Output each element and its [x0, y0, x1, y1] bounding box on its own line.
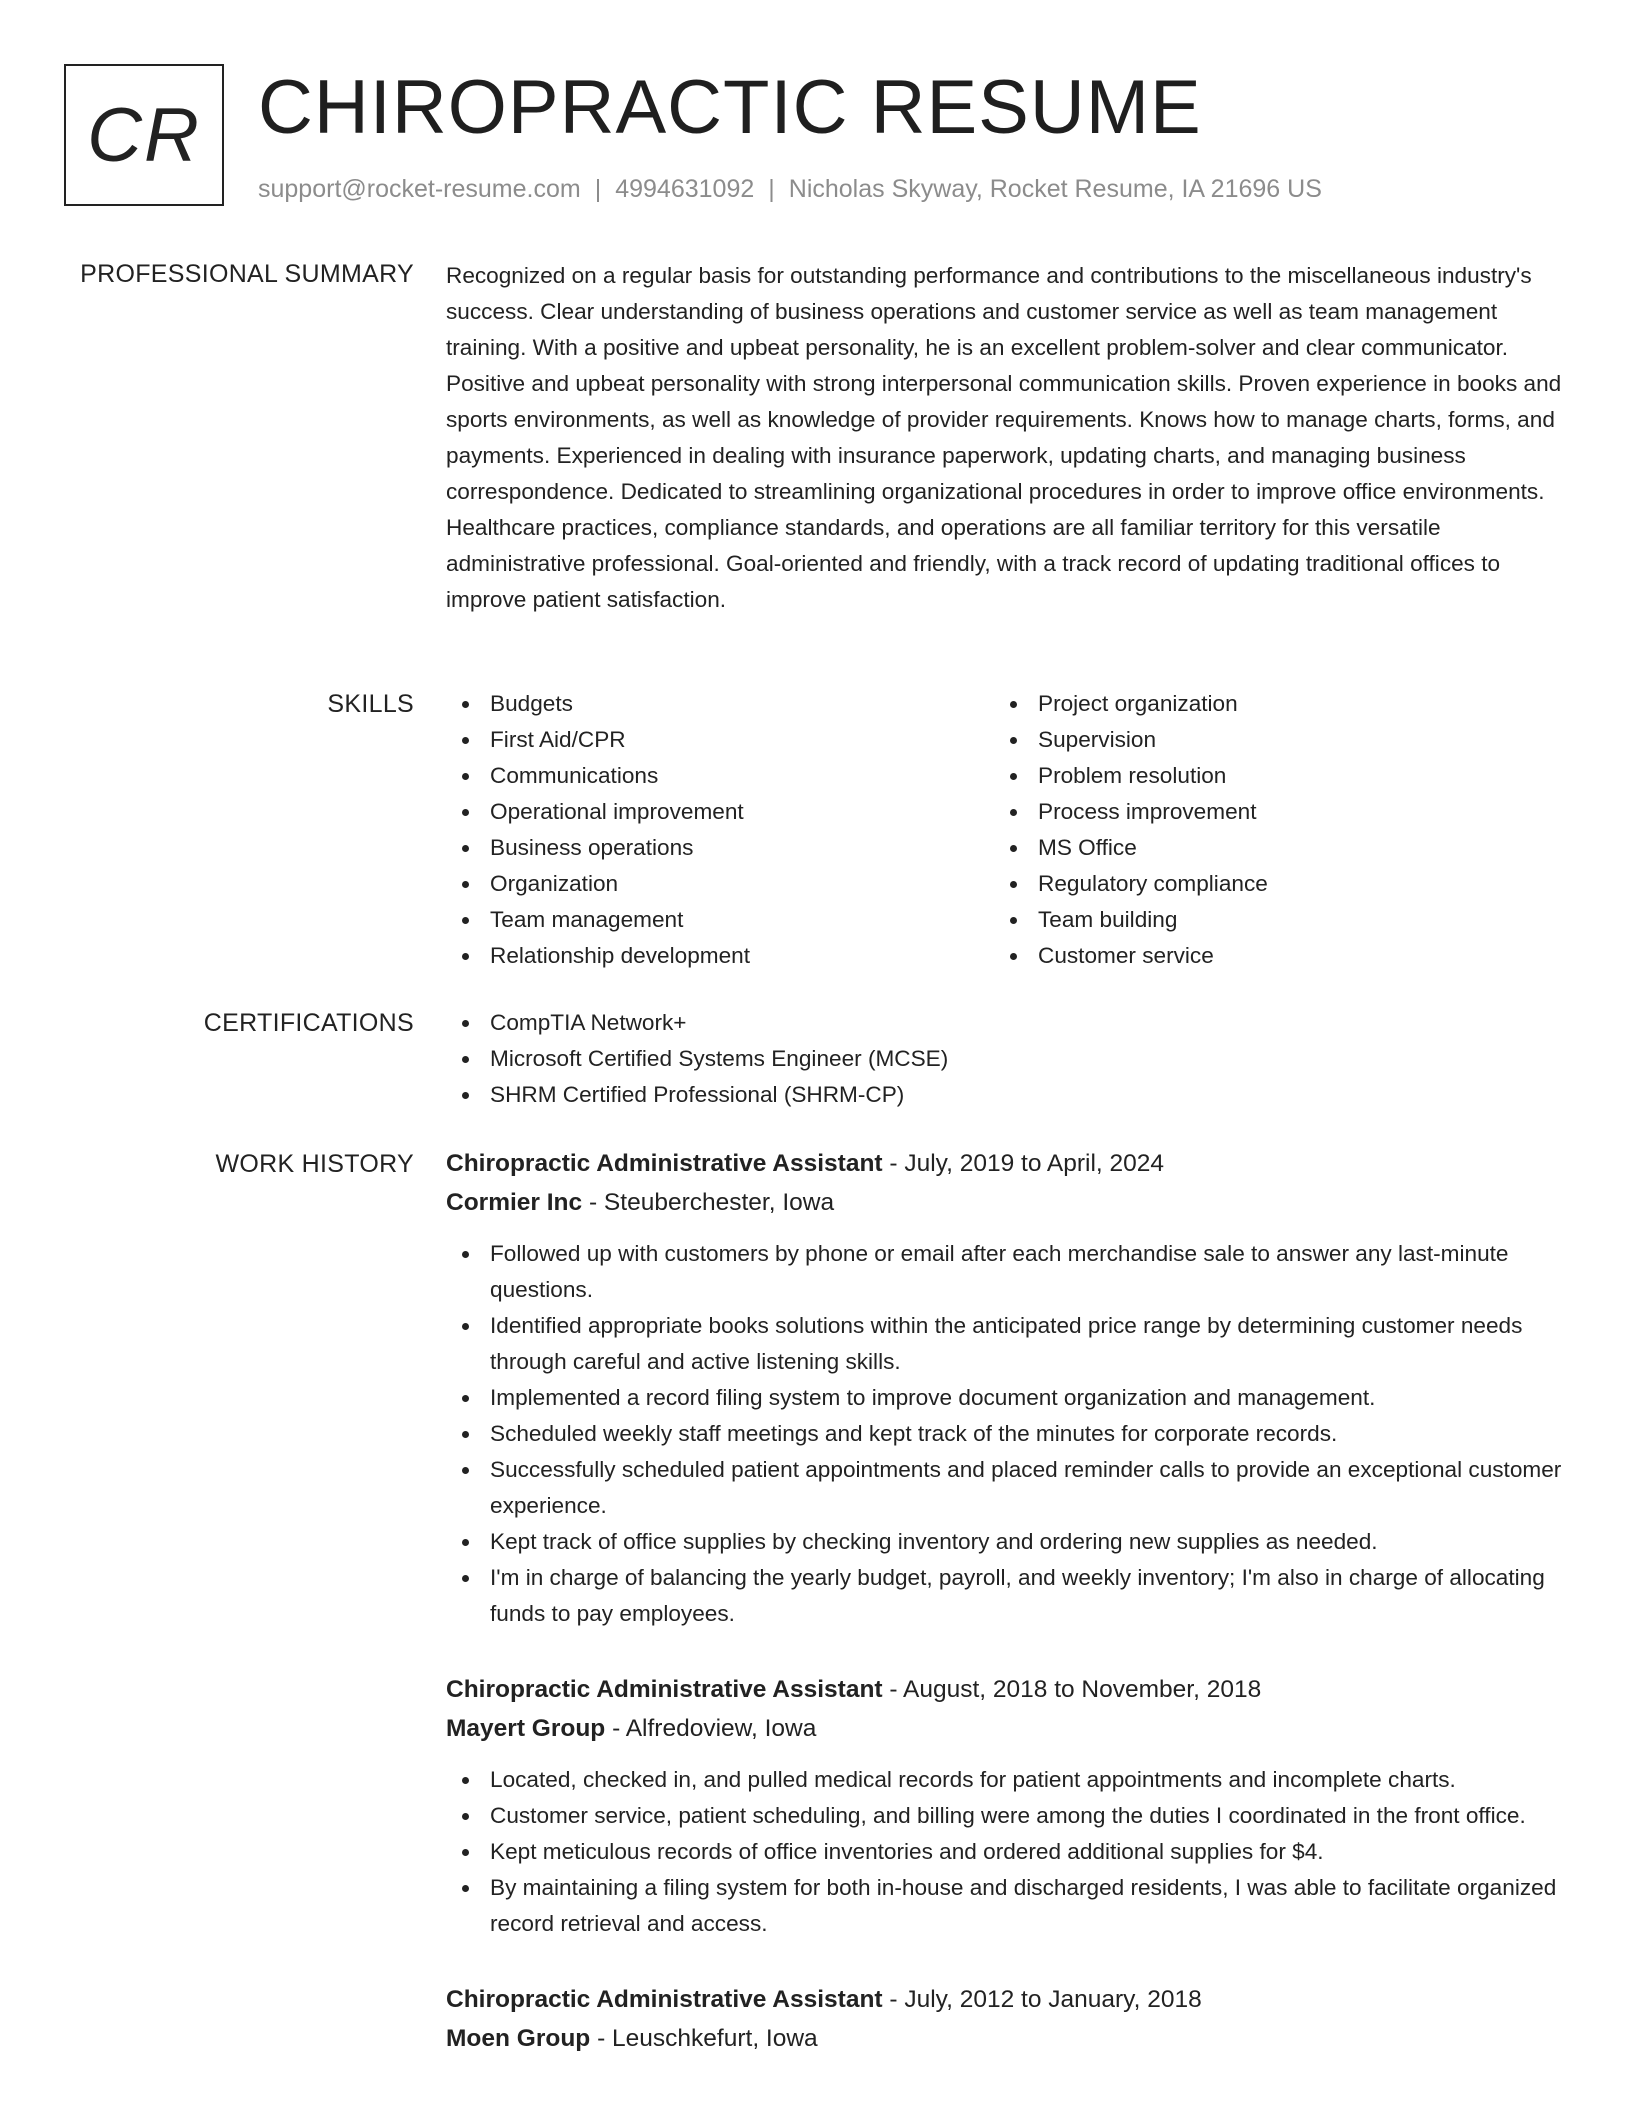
skill-item: Team management — [446, 902, 994, 938]
certifications-body — [446, 1005, 1566, 1113]
skill-item: Operational improvement — [446, 794, 994, 830]
job-bullet: Customer service, patient scheduling, and billing were among the duties I coordinated in the front office. — [446, 1798, 1566, 1834]
summary-body — [446, 258, 1566, 618]
skill-item: Project organization — [994, 686, 1554, 722]
job-bullets — [446, 1236, 1566, 1632]
section-label-certifications: CERTIFICATIONS — [203, 1009, 414, 1037]
skill-item: Budgets — [446, 686, 994, 722]
certification-item: Microsoft Certified Systems Engineer (MCSE) — [446, 1041, 1566, 1077]
job-dates: - August, 2018 to November, 2018 — [882, 1676, 1262, 1703]
job-company: Moen Group — [446, 2025, 591, 2052]
certifications-list — [446, 1005, 1566, 1113]
skill-item: Problem resolution — [994, 758, 1554, 794]
skill-item: MS Office — [994, 830, 1554, 866]
job-bullet: Kept track of office supplies by checking inventory and ordering new supplies as needed. — [446, 1524, 1566, 1560]
job-location: - Leuschkefurt, Iowa — [590, 2025, 818, 2052]
job-bullet: Located, checked in, and pulled medical records for patient appointments and incomplete charts. — [446, 1762, 1566, 1798]
skills-columns — [446, 686, 1566, 974]
job-bullet: Successfully scheduled patient appointments and placed reminder calls to provide an exceptional customer experience. — [446, 1452, 1566, 1524]
job-bullets — [446, 1762, 1566, 1942]
contact-separator: | — [594, 175, 602, 203]
job-dates: - July, 2019 to April, 2024 — [882, 1150, 1165, 1177]
job-company-line — [446, 1709, 1566, 1748]
job-title-line — [446, 1670, 1566, 1709]
contact-separator: | — [768, 175, 775, 203]
skill-item: Business operations — [446, 830, 994, 866]
job-entry — [446, 1980, 1566, 2058]
job-company: Cormier Inc — [446, 1189, 583, 1216]
job-title: Chiropractic Administrative Assistant — [446, 1150, 883, 1177]
job-entry — [446, 1670, 1566, 1942]
skill-item: Customer service — [994, 938, 1554, 974]
monogram-logo: CR — [64, 64, 224, 206]
job-title-line — [446, 1144, 1566, 1183]
job-title-line — [446, 1980, 1566, 2019]
section-label-work-history: WORK HISTORY — [215, 1150, 414, 1178]
job-entry — [446, 1144, 1566, 1632]
work-history-body — [446, 1144, 1566, 2096]
skill-item: First Aid/CPR — [446, 722, 994, 758]
job-location: - Alfredoview, Iowa — [605, 1715, 817, 1742]
job-bullet: Implemented a record filing system to improve document organization and management. — [446, 1380, 1566, 1416]
skills-body — [446, 686, 1566, 974]
skill-item: Supervision — [994, 722, 1554, 758]
job-company: Mayert Group — [446, 1715, 606, 1742]
job-bullet: Followed up with customers by phone or email after each merchandise sale to answer any last-minute questions. — [446, 1236, 1566, 1308]
job-bullet: By maintaining a filing system for both in-house and discharged residents, I was able to facilitate organized record retrieval and access. — [446, 1870, 1566, 1942]
job-company-line — [446, 2019, 1566, 2058]
job-bullet: Scheduled weekly staff meetings and kept track of the minutes for corporate records. — [446, 1416, 1566, 1452]
certification-item: CompTIA Network+ — [446, 1005, 1566, 1041]
job-dates: - July, 2012 to January, 2018 — [882, 1986, 1202, 2013]
skill-item: Process improvement — [994, 794, 1554, 830]
skill-item: Team building — [994, 902, 1554, 938]
section-label-skills: SKILLS — [327, 690, 414, 718]
job-company-line — [446, 1183, 1566, 1222]
contact-line — [258, 172, 1322, 206]
skill-item: Communications — [446, 758, 994, 794]
skills-list-left — [446, 686, 994, 974]
skill-item: Organization — [446, 866, 994, 902]
section-label-summary: PROFESSIONAL SUMMARY — [80, 260, 414, 288]
contact-phone[interactable]: 4994631092 — [615, 175, 755, 203]
summary-text: Recognized on a regular basis for outstanding performance and contributions to the miscellaneous industry's success. Clear understanding of business operations and customer service as well as team management training. With a positive and upbeat personality, he is an excellent problem-solver and clear communicator. Positive and upbeat personality with strong interpersonal communication skills. Proven experience in books and sports environments, as well as knowledge of provider requirements. Knows how to manage charts, forms, and payments. Experienced in dealing with insurance paperwork, updating charts, and managing business correspondence. Dedicated to streamlining organizational procedures in order to improve office environments. Healthcare practices, compliance standards, and operations are all familiar territory for this versatile administrative professional. Goal-oriented and friendly, with a track record of updating traditional offices to improve patient satisfaction. — [446, 263, 1562, 612]
skill-item: Regulatory compliance — [994, 866, 1554, 902]
job-bullet: Identified appropriate books solutions within the anticipated price range by determining customer needs through careful and active listening skills. — [446, 1308, 1566, 1380]
skill-item: Relationship development — [446, 938, 994, 974]
resume-title: CHIROPRACTIC RESUME — [258, 65, 1202, 150]
contact-email[interactable]: support@rocket-resume.com — [258, 175, 581, 203]
certification-item: SHRM Certified Professional (SHRM-CP) — [446, 1077, 1566, 1113]
contact-address: Nicholas Skyway, Rocket Resume, IA 21696 US — [788, 175, 1322, 203]
skills-list-right — [994, 686, 1554, 974]
job-location: - Steuberchester, Iowa — [582, 1189, 835, 1216]
job-bullet: I'm in charge of balancing the yearly budget, payroll, and weekly inventory; I'm also in charge of allocating funds to pay employees. — [446, 1560, 1566, 1632]
job-bullet: Kept meticulous records of office inventories and ordered additional supplies for $4. — [446, 1834, 1566, 1870]
resume-header — [64, 64, 1564, 214]
job-title: Chiropractic Administrative Assistant — [446, 1676, 883, 1703]
job-title: Chiropractic Administrative Assistant — [446, 1986, 883, 2013]
